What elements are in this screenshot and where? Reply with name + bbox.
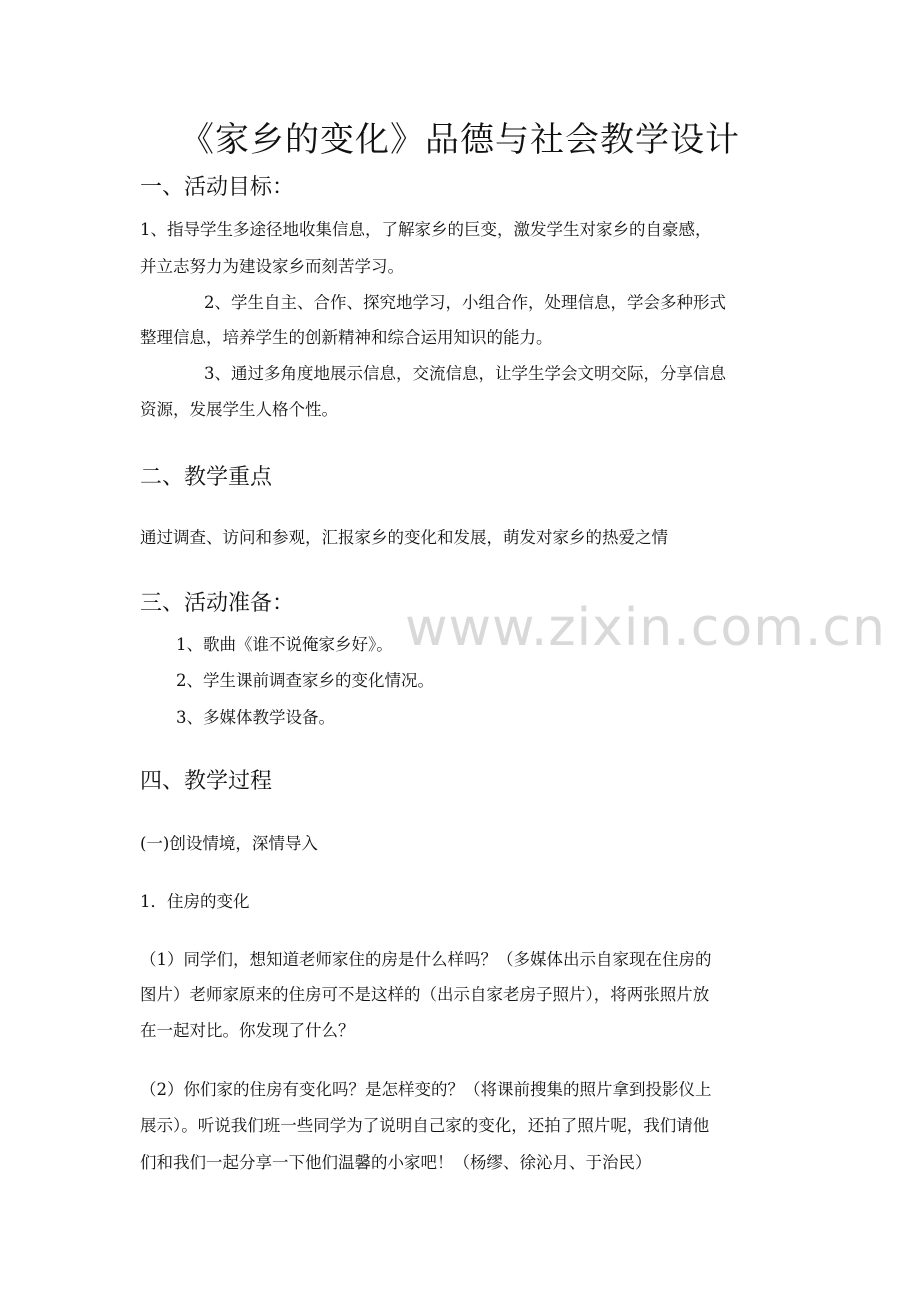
para-1-line-1: （1）同学们，想知道老师家住的房是什么样吗？（多媒体出示自家现在住房的 bbox=[140, 950, 712, 969]
preparation-item-3: 3、多媒体教学设备。 bbox=[176, 708, 335, 727]
para-2-line-2: 展示）。听说我们班一些同学为了说明自己家的变化，还拍了照片呢，我们请他 bbox=[140, 1116, 710, 1135]
watermark: www.zixin.com.cn bbox=[405, 598, 886, 658]
objective-1-line-1: 1、指导学生多途径地收集信息，了解家乡的巨变，激发学生对家乡的自豪感， bbox=[140, 220, 712, 239]
para-1-line-3: 在一起对比。你发现了什么？ bbox=[140, 1021, 355, 1040]
section-1-heading: 一、活动目标： bbox=[140, 175, 295, 200]
process-subheading-2: 1．住房的变化 bbox=[140, 892, 250, 911]
objective-3-line-1: 3、通过多角度地展示信息，交流信息，让学生学会文明交际，分享信息 bbox=[204, 364, 726, 383]
document-title: 《家乡的变化》品德与社会教学设计 bbox=[180, 120, 740, 160]
preparation-item-2: 2、学生课前调查家乡的变化情况。 bbox=[176, 671, 434, 690]
para-2-line-3: 们和我们一起分享一下他们温馨的小家吧！（杨缪、徐沁月、于治民） bbox=[140, 1153, 652, 1172]
para-1-line-2: 图片）老师家原来的住房可不是这样的（出示自家老房子照片），将两张照片放 bbox=[140, 985, 710, 1004]
section-3-heading: 三、活动准备： bbox=[140, 591, 295, 616]
para-2-line-1: （2）你们家的住房有变化吗？是怎样变的？（将课前搜集的照片拿到投影仪上 bbox=[140, 1080, 712, 1099]
preparation-item-1: 1、歌曲《谁不说俺家乡好》。 bbox=[176, 635, 393, 654]
objective-3-line-2: 资源，发展学生人格个性。 bbox=[140, 400, 338, 419]
section-2-heading: 二、教学重点 bbox=[140, 465, 273, 490]
section-4-heading: 四、教学过程 bbox=[140, 769, 273, 794]
key-point-text: 通过调查、访问和参观，汇报家乡的变化和发展，萌发对家乡的热爱之情 bbox=[140, 528, 668, 547]
objective-2-line-1: 2、学生自主、合作、探究地学习，小组合作，处理信息，学会多种形式 bbox=[204, 293, 726, 312]
process-subheading-1: (一)创设情境，深情导入 bbox=[140, 834, 318, 853]
objective-1-line-2: 并立志努力为建设家乡而刻苦学习。 bbox=[140, 257, 404, 276]
objective-2-line-2: 整理信息，培养学生的创新精神和综合运用知识的能力。 bbox=[140, 328, 553, 347]
